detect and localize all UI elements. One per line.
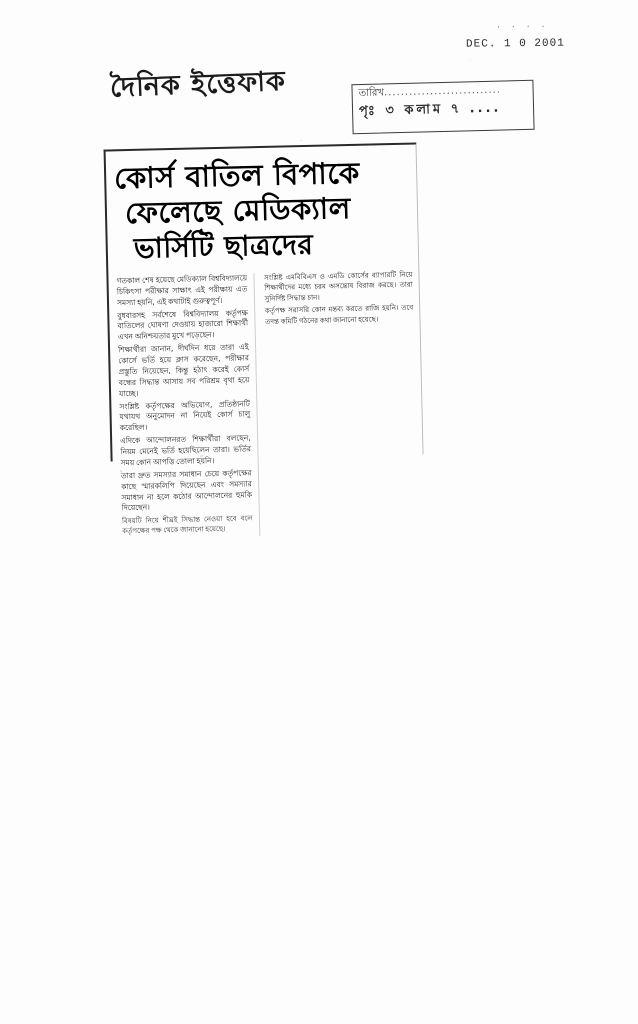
toner-speckle <box>300 140 302 141</box>
article-paragraph: তারা দ্রুত সমস্যার সমাধান চেয়ে কর্তৃপক্ষের কাছে স্মারকলিপি দিয়েছেন এবং সমস্যার সমাধান না হলে কঠোর আন্দোলনের হুমকি দিয়েছেন। <box>120 468 253 513</box>
newspaper-clipping <box>108 149 419 539</box>
stamp-date-label: তারিখ <box>358 87 385 100</box>
article-paragraph: বিষয়টি নিয়ে শীঘ্রই সিদ্ধান্ত নেওয়া হবে বলে কর্তৃপক্ষের পক্ষ থেকে জানানো হয়েছে। <box>121 514 253 536</box>
date-stamp <box>465 21 586 51</box>
article-paragraph: গতকাল শেষ হয়েছে মেডিক্যাল বিশ্ববিদ্যালয়ে চিকিৎসা পরীক্ষার সাক্ষাৎ এই পরীক্ষায় এত সমস্যা হয়নি, এই কথাটাই গুরুত্বপূর্ণ। <box>116 273 248 307</box>
stamp-page-row <box>359 99 527 119</box>
smudge-marks: · · · · <box>495 21 548 33</box>
stamp-page-label: পৃঃ <box>358 103 379 119</box>
headline-line-3: ভার্সিটি ছাত্রদের <box>133 227 314 265</box>
toner-speckle <box>470 60 471 61</box>
newspaper-masthead <box>109 60 300 109</box>
article-body <box>110 269 418 538</box>
article-column-left <box>116 273 260 539</box>
issue-stamp-box <box>351 80 534 134</box>
article-paragraph: বুধবারসহ সর্বশেষে বিশ্ববিদ্যালয় কর্তৃপক্ষ বাতিলের ঘোষণা দেওয়ায় হাজারো শিক্ষার্থী এখন অনিশ্চয়তার মুখে পড়েছেন। <box>117 307 249 342</box>
article-column-right <box>264 269 418 535</box>
headline-line-1: কোর্স বাতিল বিপাকে <box>113 155 361 196</box>
headline-line-2: ফেলেছে মেডিক্যাল <box>124 191 352 231</box>
article-paragraph: এদিকে আন্দোলনরত শিক্ষার্থীরা বলছেন, নিয়ম মেনেই ভর্তি হয়েছিলেন তারা। ভর্তির সময় কোন আপত্তি তোলা হয়নি। <box>120 433 252 468</box>
article-paragraph: সংশ্লিষ্ট এমবিবিএস ও এমডি কোর্সের ব্যাপারটি নিয়ে শিক্ষার্থীদের মধ্যে চরম অসন্তোষ বিরাজ করছে। তারা সুনির্দিষ্ট সিদ্ধান্ত চান। <box>264 270 413 303</box>
stamp-date-dots: ............................ <box>383 84 502 99</box>
masthead-text: দৈনিক ইত্তেফাক <box>109 65 287 104</box>
article-headline <box>108 149 412 269</box>
stamp-column-value: ৭ .... <box>450 100 502 117</box>
stamp-date-row <box>359 84 527 101</box>
date-stamp-text: DEC. 1 0 2001 <box>465 37 565 51</box>
stamp-page-value: ৩ <box>385 102 397 118</box>
stamp-column-label: কলাম <box>404 101 444 118</box>
article-paragraph: কর্তৃপক্ষ সরাসরি কোন মন্তব্য করতে রাজি হয়নি। তবে তদন্ত কমিটি গঠনের কথা জানানো হয়েছে। <box>264 303 414 326</box>
article-paragraph: শিক্ষার্থীরা জানান, দীর্ঘদিন ধরে তারা এই কোর্সে ভর্তি হয়ে ক্লাস করেছেন, পরীক্ষার প্রস্তুতি নিয়েছেন, কিন্তু হঠাৎ করেই কোর্স বন্ধের সিদ্ধান্ত আসায় সব পরিশ্রম বৃথা হয়ে যাচ্ছে। <box>118 342 250 398</box>
article-paragraph: সংশ্লিষ্ট কর্তৃপক্ষের অভিযোগ, প্রতিষ্ঠানটি যথাযথ অনুমোদন না নিয়েই কোর্স চালু করেছিল। <box>119 398 251 433</box>
